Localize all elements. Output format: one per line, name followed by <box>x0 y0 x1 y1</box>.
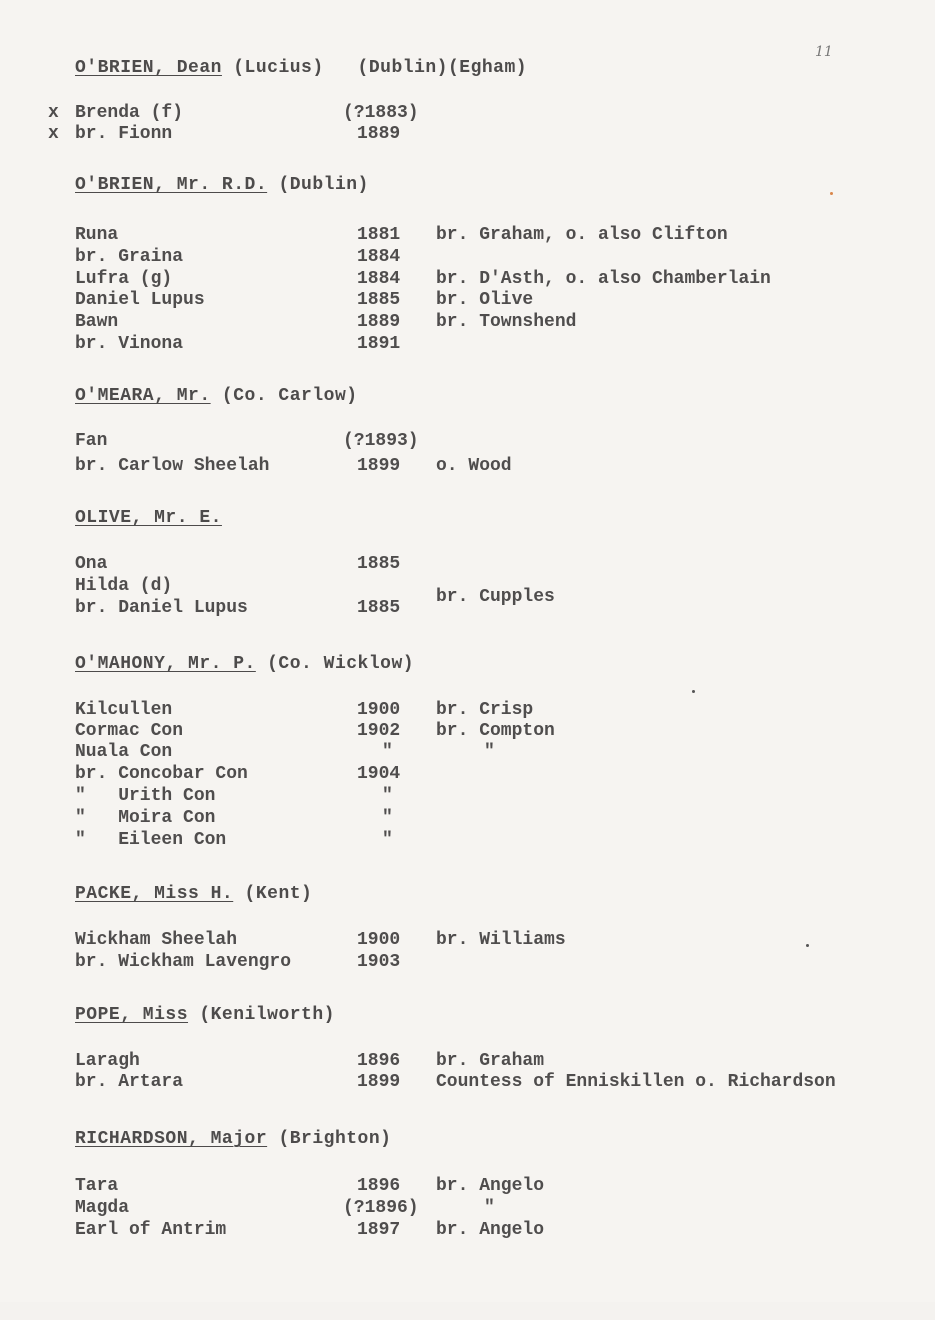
dog-entry <box>0 1072 935 1094</box>
owner-name: O'MEARA, Mr. <box>75 386 211 406</box>
dog-entry <box>0 1220 935 1242</box>
dog-year: 1897 <box>357 1220 401 1240</box>
dog-name: Ona <box>75 554 108 574</box>
entry-mark: x <box>48 124 59 144</box>
dog-year: 1885 <box>357 598 401 618</box>
dog-note: br. Angelo <box>436 1220 545 1240</box>
dog-note: " <box>484 1198 495 1218</box>
dog-name: br. Daniel Lupus <box>75 598 248 618</box>
owner-heading <box>75 654 414 674</box>
dog-note: o. Wood <box>436 456 512 476</box>
owner-name: O'MAHONY, Mr. P. <box>75 654 256 674</box>
paper-speck <box>692 690 695 693</box>
dog-name: Lufra (g) <box>75 269 173 289</box>
dog-entry <box>0 952 935 974</box>
dog-note: br. Graham <box>436 1051 545 1071</box>
dog-entry <box>0 786 935 808</box>
owner-name: PACKE, Miss H. <box>75 884 234 904</box>
dog-year: 1889 <box>357 124 401 144</box>
dog-note: br. Graham, o. also Clifton <box>436 225 728 245</box>
dog-name: Hilda (d) <box>75 576 173 596</box>
dog-name: Wickham Sheelah <box>75 930 238 950</box>
dog-year: 1899 <box>357 1072 401 1092</box>
dog-note: br. D'Asth, o. also Chamberlain <box>436 269 771 289</box>
dog-name: Runa <box>75 225 119 245</box>
dog-year: 1891 <box>357 334 401 354</box>
owner-location: (Kent) <box>233 884 313 904</box>
dog-year: 1900 <box>357 930 401 950</box>
page-number: 11 <box>815 44 833 60</box>
dog-entry <box>0 312 935 334</box>
dog-name: br. Artara <box>75 1072 184 1092</box>
dog-entry <box>0 700 935 722</box>
entry-mark: x <box>48 103 59 123</box>
dog-entry <box>0 456 935 478</box>
dog-name: Earl of Antrim <box>75 1220 227 1240</box>
dog-year: 1896 <box>357 1176 401 1196</box>
dog-name: Tara <box>75 1176 119 1196</box>
dog-name: br. Wickham Lavengro <box>75 952 292 972</box>
owner-location: (Kenilworth) <box>188 1005 335 1025</box>
owner-heading <box>75 1005 335 1025</box>
dog-year: 1904 <box>357 764 401 784</box>
dog-entry <box>0 930 935 952</box>
dog-entry <box>0 598 935 620</box>
dog-year: 1889 <box>357 312 401 332</box>
dog-name: " Eileen Con <box>75 830 227 850</box>
dog-name: Bawn <box>75 312 119 332</box>
owner-heading <box>75 508 222 528</box>
dog-entry <box>0 764 935 786</box>
paper-speck <box>806 944 809 947</box>
dog-name: Cormac Con <box>75 721 184 741</box>
dog-entry <box>0 124 935 146</box>
dog-name: br. Concobar Con <box>75 764 248 784</box>
owner-heading <box>75 58 527 78</box>
dog-year: 1884 <box>357 269 401 289</box>
dog-name: Brenda (f) <box>75 103 184 123</box>
dog-entry <box>0 269 935 291</box>
dog-entry <box>0 225 935 247</box>
dog-entry <box>0 830 935 852</box>
dog-year: 1881 <box>357 225 401 245</box>
owner-name: O'BRIEN, Mr. R.D. <box>75 175 268 195</box>
dog-year: (?1893) <box>343 431 419 451</box>
owner-location: (Co. Carlow) <box>210 386 358 406</box>
dog-entry <box>0 334 935 356</box>
dog-name: Fan <box>75 431 108 451</box>
dog-note: Countess of Enniskillen o. Richardson <box>436 1072 836 1092</box>
dog-entry <box>0 742 935 764</box>
dog-year: " <box>382 808 393 828</box>
dog-year: 1899 <box>357 456 401 476</box>
dog-name: br. Graina <box>75 247 184 267</box>
dog-year: (?1896) <box>343 1198 419 1218</box>
dog-year: 1884 <box>357 247 401 267</box>
owner-location: (Lucius) (Dublin)(Egham) <box>221 58 528 78</box>
dog-note: br. Compton <box>436 721 555 741</box>
dog-name: Kilcullen <box>75 700 173 720</box>
dog-name: " Urith Con <box>75 786 216 806</box>
dog-year: (?1883) <box>343 103 419 123</box>
paper-speck <box>830 192 833 195</box>
dog-entry <box>0 808 935 830</box>
dog-year: 1903 <box>357 952 401 972</box>
dog-year: 1885 <box>357 554 401 574</box>
owner-heading <box>75 884 312 904</box>
dog-name: " Moira Con <box>75 808 216 828</box>
owner-heading <box>75 386 358 406</box>
dog-entry <box>0 554 935 576</box>
dog-year: " <box>382 830 393 850</box>
dog-entry <box>0 247 935 269</box>
dog-name: br. Vinona <box>75 334 184 354</box>
dog-note: " <box>484 742 495 762</box>
dog-name: Laragh <box>75 1051 140 1071</box>
dog-entry <box>0 721 935 743</box>
dog-name: br. Carlow Sheelah <box>75 456 270 476</box>
dog-note: br. Cupples <box>436 587 555 607</box>
dog-note: br. Angelo <box>436 1176 545 1196</box>
dog-note: br. Olive <box>436 290 534 310</box>
dog-year: 1896 <box>357 1051 401 1071</box>
owner-name: OLIVE, Mr. E. <box>75 508 222 528</box>
dog-entry <box>0 103 935 125</box>
dog-entry <box>0 431 935 453</box>
dog-year: 1885 <box>357 290 401 310</box>
owner-location: (Co. Wicklow) <box>255 654 415 674</box>
dog-year: " <box>382 742 393 762</box>
dog-year: " <box>382 786 393 806</box>
owner-heading <box>75 175 369 195</box>
dog-entry <box>0 1051 935 1073</box>
dog-name: Daniel Lupus <box>75 290 205 310</box>
dog-year: 1902 <box>357 721 401 741</box>
owner-name: POPE, Miss <box>75 1005 189 1025</box>
owner-name: RICHARDSON, Major <box>75 1129 268 1149</box>
owner-location: (Dublin) <box>267 175 369 195</box>
dog-note: br. Crisp <box>436 700 534 720</box>
owner-heading <box>75 1129 391 1149</box>
dog-year: 1900 <box>357 700 401 720</box>
owner-name: O'BRIEN, Dean <box>75 58 222 78</box>
dog-entry <box>0 576 935 607</box>
dog-name: br. Fionn <box>75 124 173 144</box>
dog-note: br. Williams <box>436 930 566 950</box>
owner-location: (Brighton) <box>267 1129 392 1149</box>
dog-note: br. Townshend <box>436 312 577 332</box>
dog-entry <box>0 1198 935 1220</box>
dog-name: Magda <box>75 1198 130 1218</box>
dog-name: Nuala Con <box>75 742 173 762</box>
dog-entry <box>0 1176 935 1198</box>
dog-entry <box>0 290 935 312</box>
